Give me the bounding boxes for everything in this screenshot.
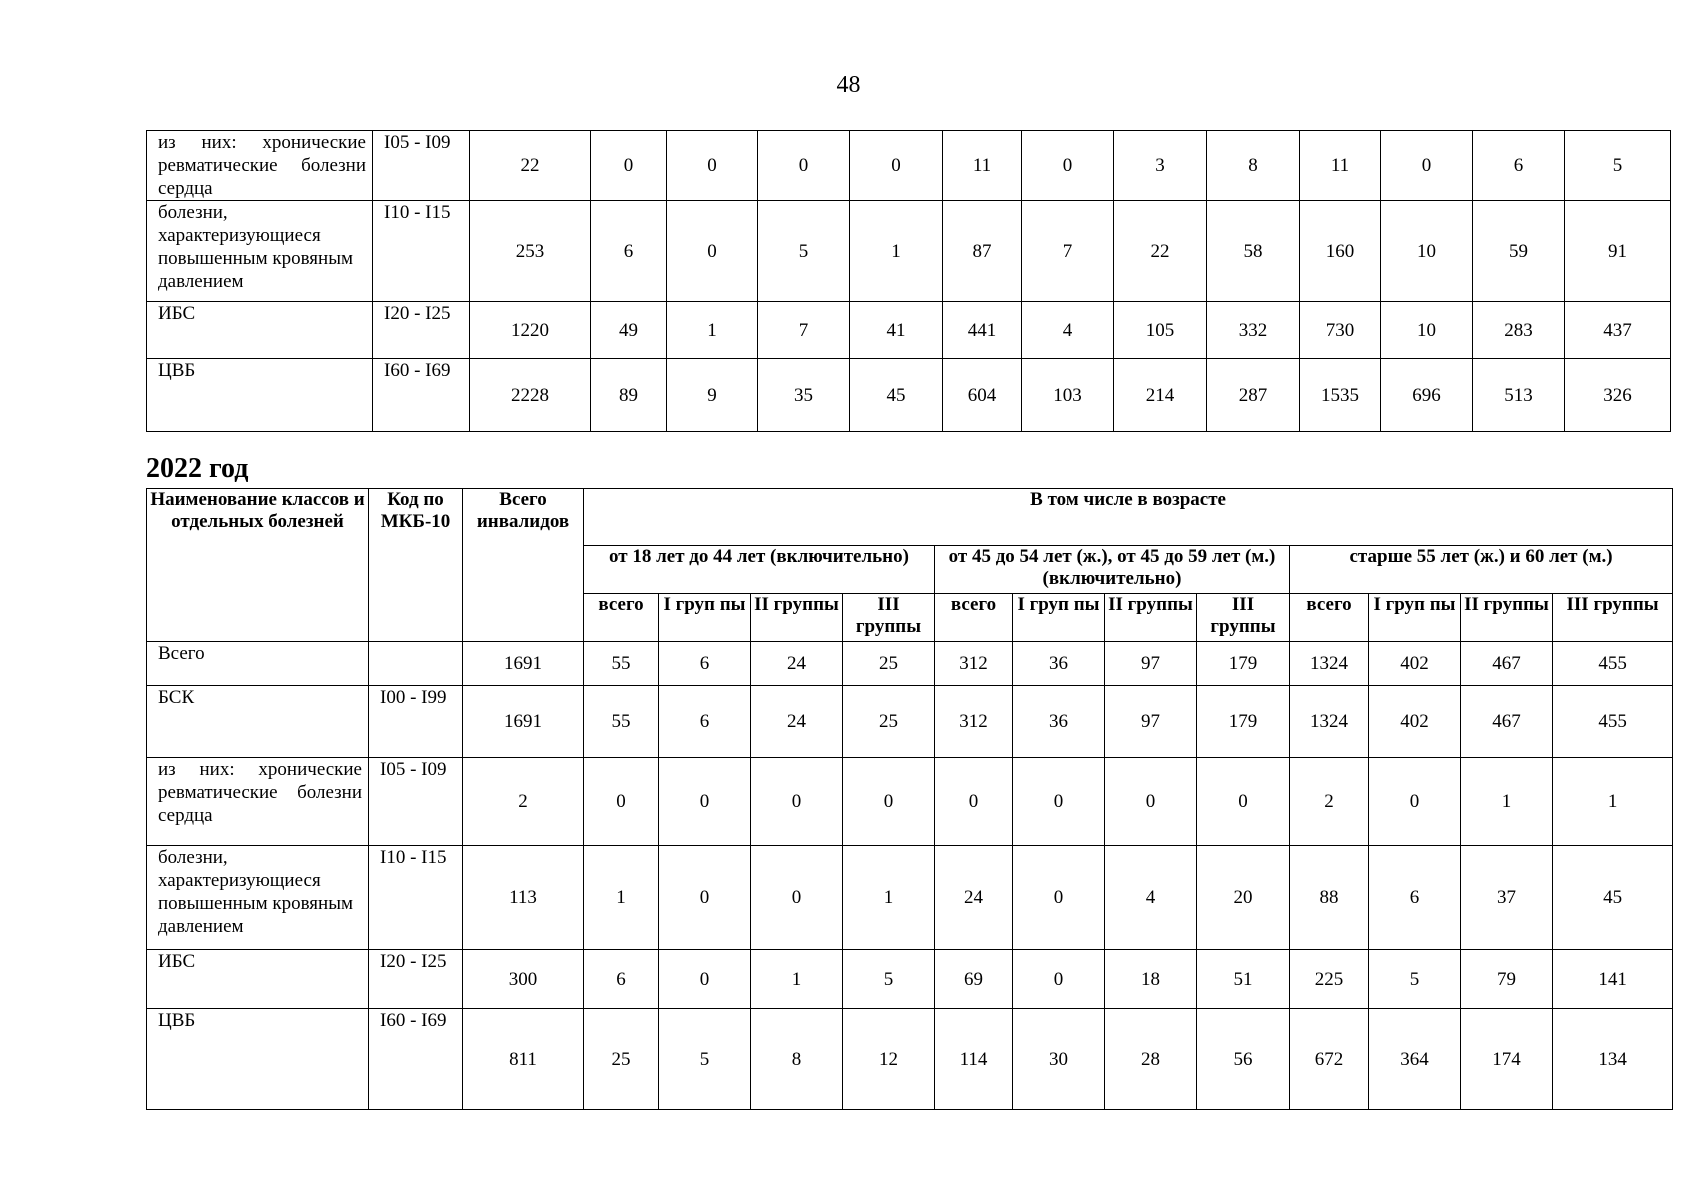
total-cell: 2228 — [470, 359, 591, 432]
disease-name: ИБС — [147, 950, 369, 1009]
value-cell: 696 — [1381, 359, 1473, 432]
disease-name: ИБС — [147, 302, 373, 359]
value-cell: 25 — [843, 642, 935, 686]
value-cell: 20 — [1197, 846, 1290, 950]
disease-name: болезни, характеризующиеся повышенным кровяным давлением — [147, 201, 373, 302]
value-cell: 326 — [1565, 359, 1671, 432]
value-cell: 174 — [1461, 1009, 1553, 1110]
value-cell: 1324 — [1290, 642, 1369, 686]
value-cell: 103 — [1022, 359, 1114, 432]
value-cell: 4 — [1022, 302, 1114, 359]
table-row — [147, 359, 1671, 432]
disease-name: БСК — [147, 686, 369, 758]
value-cell: 6 — [591, 201, 667, 302]
header-band-18-44: от 18 лет до 44 лет (включительно) — [584, 546, 935, 594]
table-row — [147, 201, 1671, 302]
header-sub: I груп пы — [659, 594, 751, 642]
value-cell: 24 — [935, 846, 1013, 950]
value-cell: 87 — [943, 201, 1022, 302]
value-cell: 79 — [1461, 950, 1553, 1009]
value-cell: 0 — [1369, 758, 1461, 846]
header-band-45-59: от 45 до 54 лет (ж.), от 45 до 59 лет (м.) (включительно) — [935, 546, 1290, 594]
disease-name: ЦВБ — [147, 359, 373, 432]
disease-name: из них: хронические ревматические болезни сердца — [147, 131, 373, 201]
value-cell: 28 — [1105, 1009, 1197, 1110]
value-cell: 287 — [1207, 359, 1300, 432]
icd-code: I20 - I25 — [373, 302, 470, 359]
value-cell: 455 — [1553, 686, 1673, 758]
table-row — [147, 950, 1673, 1009]
table-row — [147, 642, 1673, 686]
value-cell: 7 — [1022, 201, 1114, 302]
value-cell: 0 — [659, 950, 751, 1009]
value-cell: 0 — [591, 131, 667, 201]
value-cell: 5 — [1565, 131, 1671, 201]
header-row — [147, 489, 1673, 546]
value-cell: 24 — [751, 686, 843, 758]
value-cell: 114 — [935, 1009, 1013, 1110]
disability-table-continued — [146, 130, 1671, 432]
value-cell: 9 — [667, 359, 758, 432]
value-cell: 0 — [1105, 758, 1197, 846]
value-cell: 332 — [1207, 302, 1300, 359]
value-cell: 36 — [1013, 642, 1105, 686]
value-cell: 91 — [1565, 201, 1671, 302]
value-cell: 1 — [584, 846, 659, 950]
table-row — [147, 846, 1673, 950]
value-cell: 36 — [1013, 686, 1105, 758]
icd-code: I60 - I69 — [373, 359, 470, 432]
value-cell: 22 — [1114, 201, 1207, 302]
value-cell: 5 — [758, 201, 850, 302]
value-cell: 45 — [1553, 846, 1673, 950]
value-cell: 10 — [1381, 302, 1473, 359]
value-cell: 45 — [850, 359, 943, 432]
value-cell: 225 — [1290, 950, 1369, 1009]
value-cell: 8 — [1207, 131, 1300, 201]
header-icd-code: Код по МКБ-10 — [369, 489, 463, 642]
disease-name: из них: хронические ревматические болезни сердца — [147, 758, 369, 846]
value-cell: 312 — [935, 686, 1013, 758]
icd-code: I60 - I69 — [369, 1009, 463, 1110]
value-cell: 6 — [659, 642, 751, 686]
total-cell: 253 — [470, 201, 591, 302]
header-sub: III группы — [1197, 594, 1290, 642]
value-cell: 24 — [751, 642, 843, 686]
value-cell: 97 — [1105, 686, 1197, 758]
value-cell: 41 — [850, 302, 943, 359]
disease-name: ЦВБ — [147, 1009, 369, 1110]
value-cell: 56 — [1197, 1009, 1290, 1110]
value-cell: 1 — [667, 302, 758, 359]
page-number: 48 — [836, 72, 861, 98]
value-cell: 1 — [751, 950, 843, 1009]
value-cell: 10 — [1381, 201, 1473, 302]
header-age-group: В том числе в возрасте — [584, 489, 1673, 546]
value-cell: 2 — [1290, 758, 1369, 846]
value-cell: 7 — [758, 302, 850, 359]
value-cell: 5 — [1369, 950, 1461, 1009]
value-cell: 6 — [659, 686, 751, 758]
header-sub: I груп пы — [1369, 594, 1461, 642]
table-row — [147, 302, 1671, 359]
disease-name: Всего — [147, 642, 369, 686]
value-cell: 88 — [1290, 846, 1369, 950]
value-cell: 4 — [1105, 846, 1197, 950]
header-sub: III группы — [843, 594, 935, 642]
total-cell: 22 — [470, 131, 591, 201]
value-cell: 214 — [1114, 359, 1207, 432]
value-cell: 25 — [843, 686, 935, 758]
value-cell: 467 — [1461, 642, 1553, 686]
value-cell: 134 — [1553, 1009, 1673, 1110]
year-heading: 2022 год — [146, 453, 249, 484]
value-cell: 30 — [1013, 1009, 1105, 1110]
value-cell: 0 — [758, 131, 850, 201]
value-cell: 730 — [1300, 302, 1381, 359]
icd-code: I10 - I15 — [373, 201, 470, 302]
table-row — [147, 758, 1673, 846]
value-cell: 12 — [843, 1009, 935, 1110]
value-cell: 402 — [1369, 642, 1461, 686]
value-cell: 55 — [584, 642, 659, 686]
value-cell: 1 — [850, 201, 943, 302]
value-cell: 5 — [843, 950, 935, 1009]
disability-table-2022 — [146, 488, 1673, 1110]
header-sub: всего — [584, 594, 659, 642]
value-cell: 25 — [584, 1009, 659, 1110]
value-cell: 364 — [1369, 1009, 1461, 1110]
value-cell: 0 — [584, 758, 659, 846]
value-cell: 69 — [935, 950, 1013, 1009]
total-cell: 2 — [463, 758, 584, 846]
value-cell: 0 — [1022, 131, 1114, 201]
value-cell: 513 — [1473, 359, 1565, 432]
table-row — [147, 686, 1673, 758]
value-cell: 35 — [758, 359, 850, 432]
value-cell: 0 — [1013, 758, 1105, 846]
header-sub: II группы — [1461, 594, 1553, 642]
value-cell: 455 — [1553, 642, 1673, 686]
value-cell: 6 — [1473, 131, 1565, 201]
value-cell: 672 — [1290, 1009, 1369, 1110]
header-sub: III группы — [1553, 594, 1673, 642]
header-sub: II группы — [1105, 594, 1197, 642]
value-cell: 0 — [843, 758, 935, 846]
value-cell: 11 — [1300, 131, 1381, 201]
value-cell: 0 — [659, 846, 751, 950]
header-sub: всего — [1290, 594, 1369, 642]
header-total: Всего инвалидов — [463, 489, 584, 642]
value-cell: 8 — [751, 1009, 843, 1110]
value-cell: 59 — [1473, 201, 1565, 302]
icd-code: I05 - I09 — [369, 758, 463, 846]
value-cell: 0 — [667, 201, 758, 302]
value-cell: 0 — [1381, 131, 1473, 201]
value-cell: 1 — [1553, 758, 1673, 846]
value-cell: 55 — [584, 686, 659, 758]
value-cell: 160 — [1300, 201, 1381, 302]
value-cell: 0 — [1013, 846, 1105, 950]
value-cell: 6 — [584, 950, 659, 1009]
total-cell: 1691 — [463, 686, 584, 758]
value-cell: 402 — [1369, 686, 1461, 758]
value-cell: 0 — [751, 758, 843, 846]
icd-code: I00 - I99 — [369, 686, 463, 758]
header-band-55-60-plus: старше 55 лет (ж.) и 60 лет (м.) — [1290, 546, 1673, 594]
total-cell: 1691 — [463, 642, 584, 686]
value-cell: 105 — [1114, 302, 1207, 359]
total-cell: 1220 — [470, 302, 591, 359]
disease-name: болезни, характеризующиеся повышенным кровяным давлением — [147, 846, 369, 950]
header-disease-name: Наименование классов и отдельных болезней — [147, 489, 369, 642]
total-cell: 300 — [463, 950, 584, 1009]
table-row — [147, 131, 1671, 201]
value-cell: 1 — [843, 846, 935, 950]
icd-code — [369, 642, 463, 686]
value-cell: 18 — [1105, 950, 1197, 1009]
value-cell: 3 — [1114, 131, 1207, 201]
value-cell: 51 — [1197, 950, 1290, 1009]
value-cell: 58 — [1207, 201, 1300, 302]
value-cell: 467 — [1461, 686, 1553, 758]
value-cell: 5 — [659, 1009, 751, 1110]
value-cell: 141 — [1553, 950, 1673, 1009]
value-cell: 0 — [667, 131, 758, 201]
value-cell: 441 — [943, 302, 1022, 359]
icd-code: I20 - I25 — [369, 950, 463, 1009]
icd-code: I05 - I09 — [373, 131, 470, 201]
value-cell: 0 — [751, 846, 843, 950]
value-cell: 0 — [935, 758, 1013, 846]
value-cell: 1324 — [1290, 686, 1369, 758]
value-cell: 37 — [1461, 846, 1553, 950]
value-cell: 97 — [1105, 642, 1197, 686]
total-cell: 811 — [463, 1009, 584, 1110]
header-sub: I груп пы — [1013, 594, 1105, 642]
value-cell: 0 — [1197, 758, 1290, 846]
value-cell: 11 — [943, 131, 1022, 201]
value-cell: 1 — [1461, 758, 1553, 846]
header-sub: II группы — [751, 594, 843, 642]
value-cell: 437 — [1565, 302, 1671, 359]
table-row — [147, 1009, 1673, 1110]
value-cell: 49 — [591, 302, 667, 359]
value-cell: 1535 — [1300, 359, 1381, 432]
value-cell: 179 — [1197, 686, 1290, 758]
icd-code: I10 - I15 — [369, 846, 463, 950]
value-cell: 0 — [1013, 950, 1105, 1009]
value-cell: 312 — [935, 642, 1013, 686]
total-cell: 113 — [463, 846, 584, 950]
value-cell: 604 — [943, 359, 1022, 432]
header-sub: всего — [935, 594, 1013, 642]
value-cell: 179 — [1197, 642, 1290, 686]
value-cell: 283 — [1473, 302, 1565, 359]
value-cell: 6 — [1369, 846, 1461, 950]
value-cell: 0 — [659, 758, 751, 846]
value-cell: 0 — [850, 131, 943, 201]
value-cell: 89 — [591, 359, 667, 432]
